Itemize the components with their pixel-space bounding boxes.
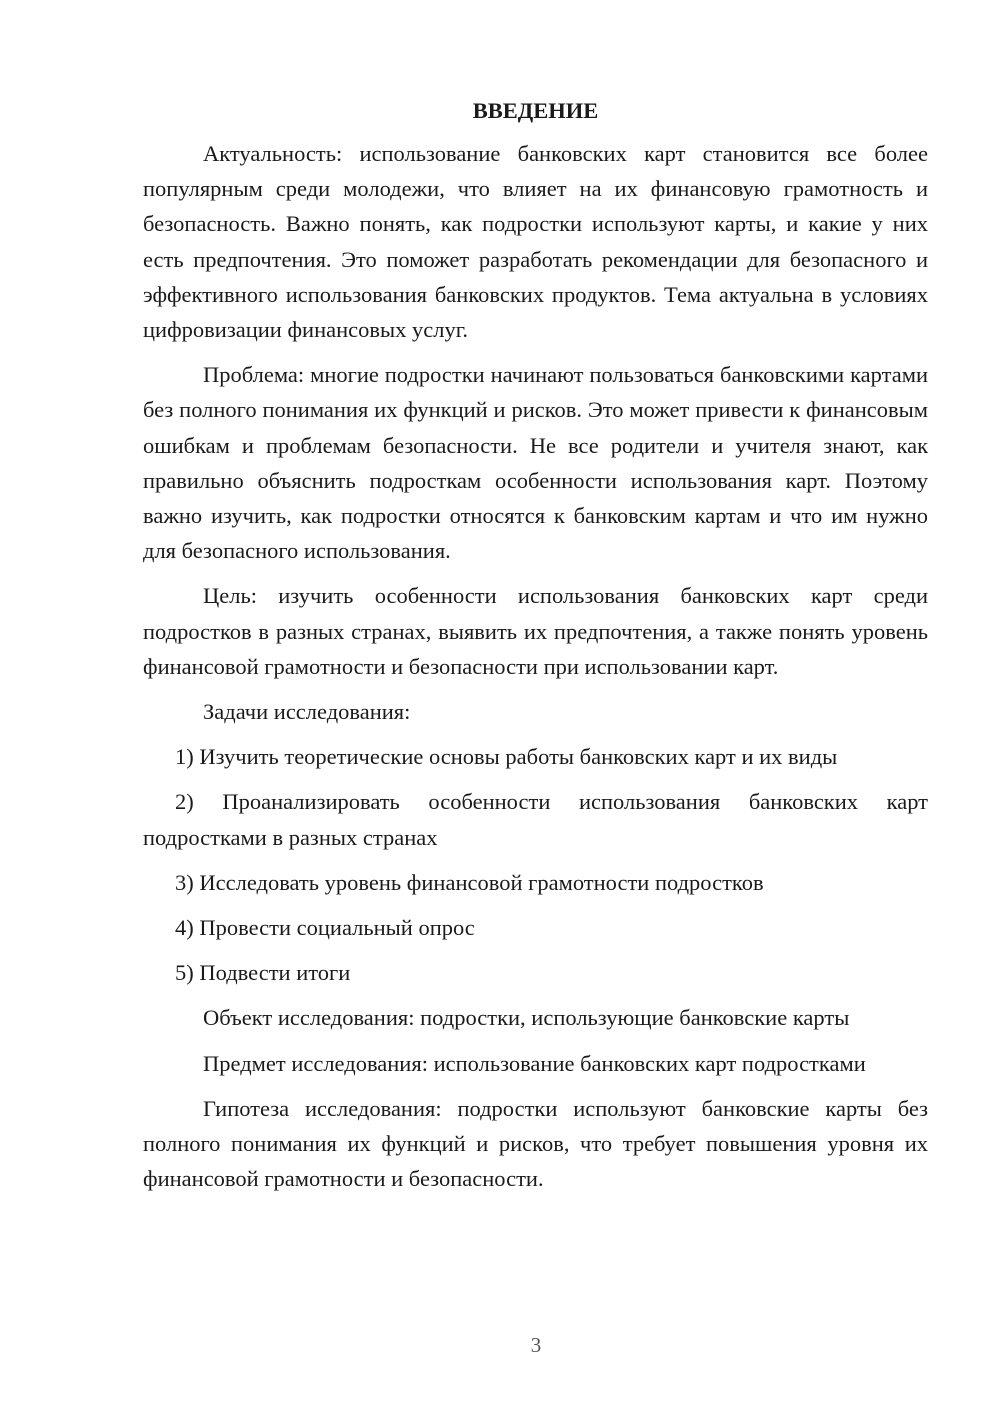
page-number: 3 xyxy=(530,1333,542,1357)
tasks-heading: Задачи исследования: xyxy=(203,699,411,725)
section-title: ВВЕДЕНИЕ xyxy=(472,98,599,123)
task-item-3: 3) Исследовать уровень финансовой грамотности подростков xyxy=(175,869,764,895)
paragraph-subject: Предмет исследования: использование банковских карт подростками xyxy=(203,1050,866,1076)
paragraph-hypothesis: Гипотеза исследования: подростки используют банковские карты без полного понимания их функций и рисков, что требует повышения уровня их финансовой грамотности и безопасности. xyxy=(143,1095,928,1192)
task-item-1: 1) Изучить теоретические основы работы банковских карт и их виды xyxy=(175,744,838,770)
document-page xyxy=(143,96,928,1206)
paragraph-problem: Проблема: многие подростки начинают пользоваться банковскими картами без полного понимания их функций и рисков. Это может привести к финансовым ошибкам и проблемам безопасности. Не все родители и учителя знают, как правильно объяснить подросткам особенности использования карт. Поэтому важно изучить, как подростки относятся к банковским картам и что им нужно для безопасного использования. xyxy=(143,362,928,564)
task-item-5: 5) Подвести итоги xyxy=(175,960,351,986)
paragraph-relevance: Актуальность: использование банковских карт становится все более популярным среди молодежи, что влияет на их финансовую грамотность и безопасность. Важно понять, как подростки используют карты, и какие у них есть предпочтения. Это поможет разработать рекомендации для безопасного и эффективного использования банковских продуктов. Тема актуальна в условиях цифровизации финансовых услуг. xyxy=(143,141,928,343)
task-item-2: 2) Проанализировать особенности использования банковских карт подростками в разных странах xyxy=(143,789,928,850)
paragraph-object: Объект исследования: подростки, использующие банковские карты xyxy=(203,1005,850,1031)
paragraph-goal: Цель: изучить особенности использования банковских карт среди подростков в разных странах, выявить их предпочтения, а также понять уровень финансовой грамотности и безопасности при использовании карт. xyxy=(143,583,928,679)
task-item-4: 4) Провести социальный опрос xyxy=(175,915,475,941)
